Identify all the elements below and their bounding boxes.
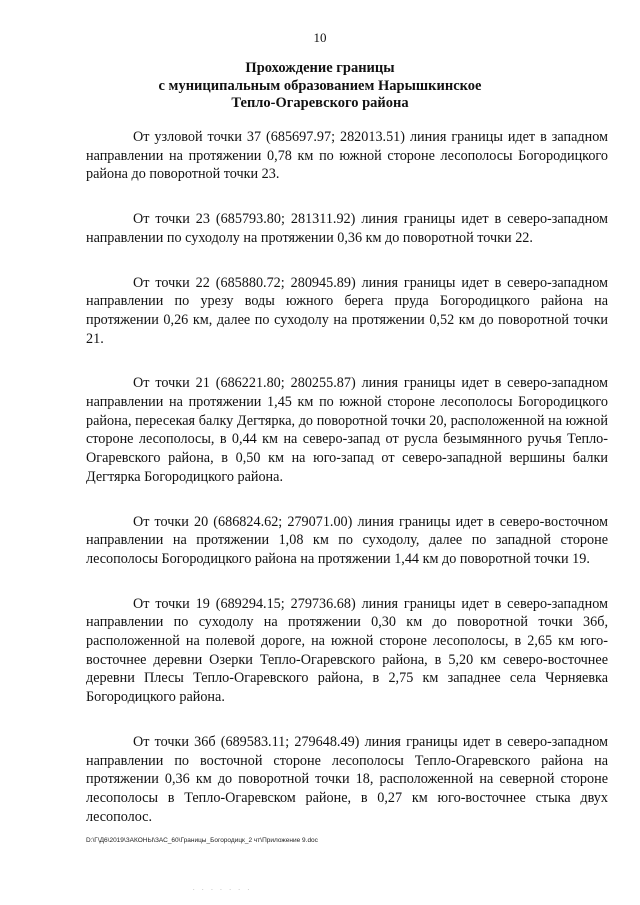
paragraph-point-19: От точки 19 (689294.15; 279736.68) линия границы идет в северо-западном направлении по суходолу на протяжении 0,30 км до поворотной точки 36б, расположенной на полевой дороге, на южной стороне лесополосы, в 2,65 км юго-восточнее деревни Озерки Тепло-Огаревского района, в 5,20 км северо-восточнее деревни Плесы Тепло-Огаревского района, в 2,75 км западнее села Черняевка Богородицкого района. [86,595,608,706]
document-body [86,128,608,852]
paragraph-point-36b: От точки 36б (689583.11; 279648.49) линия границы идет в северо-западном направлении по восточной стороне лесополосы Тепло-Огаревского района на протяжении 0,36 км до поворотной точки 18, расположенной на северной стороне лесополосы в Тепло-Огаревском районе, в 0,27 км юго-восточнее стыка двух лесополос. [86,733,608,825]
file-path-footer: D:\Г\Д6\2019\ЗАКОНЫ\ЗАС_60\Границы_Богородицк_2 чт\Приложение 9.doc [86,837,318,844]
page-number: 10 [313,30,327,45]
paragraph-point-20: От точки 20 (686824.62; 279071.00) линия границы идет в северо-восточном направлении на протяжении 1,08 км по суходолу, далее по западной стороне лесополосы Богородицкого района на протяжении 1,44 км до поворотной точки 19. [86,513,608,567]
scan-artifact-mark: · · · · · · · [193,887,252,893]
title-line-3: Тепло-Огаревского района [231,95,409,111]
paragraph-point-23: От точки 23 (685793.80; 281311.92) линия границы идет в северо-западном направлении по суходолу на протяжении 0,36 км до поворотной точки 22. [86,211,608,246]
paragraph-point-21: От точки 21 (686221.80; 280255.87) линия границы идет в северо-западном направлении на протяжении 1,45 км по южной стороне лесополосы Богородицкого района, пересекая балку Дегтярка, до поворотной точки 20, расположенной на южной стороне лесополосы, в 0,44 км на северо-запад от русла безымянного ручья Тепло-Огаревского района, в 0,50 км на юго-запад от северо-западной вершины балки Дегтярка Богородицкого района. [86,375,608,485]
title-line-1: Прохождение границы [245,60,395,76]
document-title [0,60,640,113]
title-line-2: с муниципальным образованием Нарышкинское [158,77,482,94]
paragraph-point-22: От точки 22 (685880.72; 280945.89) линия границы идет в северо-западном направлении по урезу воды южного берега пруда Богородицкого района на протяжении 0,26 км, далее по суходолу на протяжении 0,52 км до поворотной точки 21. [86,274,608,347]
paragraph-point-37: От узловой точки 37 (685697.97; 282013.51) линия границы идет в западном направлении на протяжении 0,78 км по южной стороне лесополосы Богородицкого района до поворотной точки 23. [86,129,608,183]
